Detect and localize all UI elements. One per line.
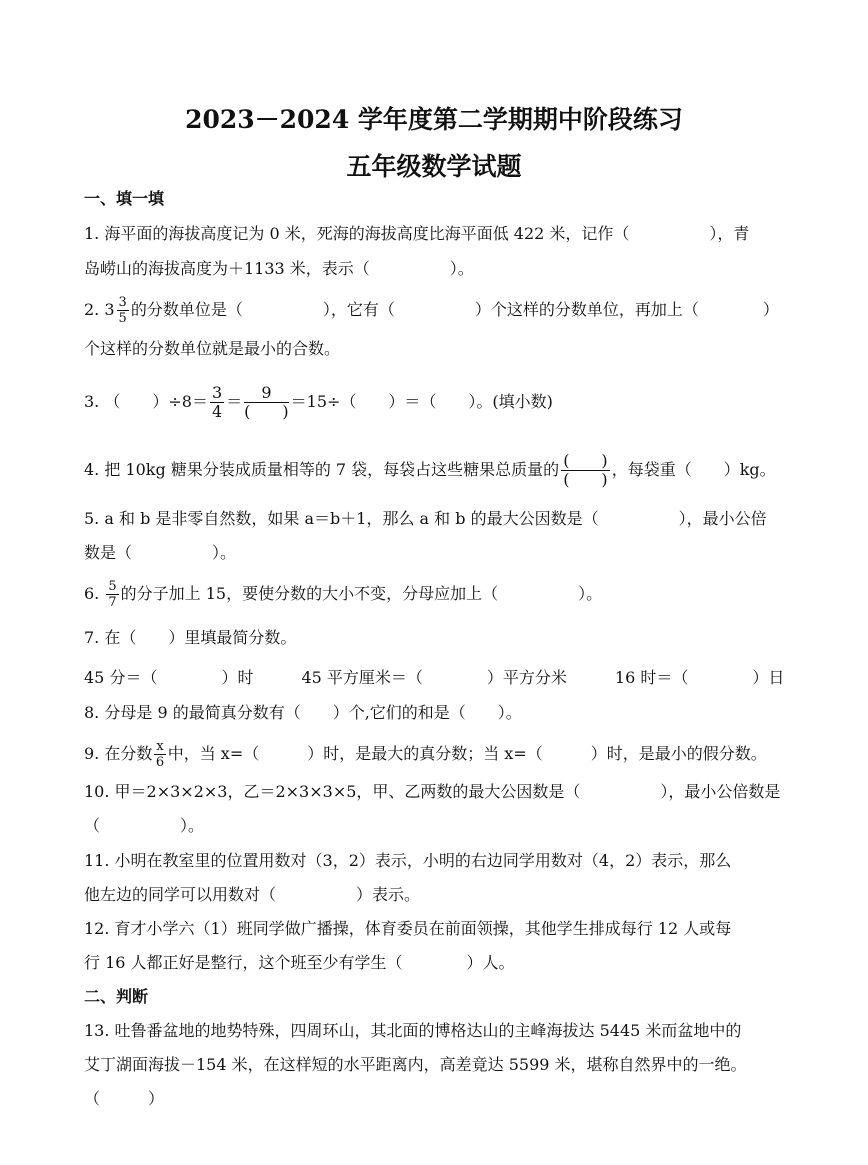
question-6-number: 6. [84,584,100,603]
question-1-line-2: 岛崂山的海拔高度为＋1133 米，表示（ ）。 [84,259,474,278]
question-3-fraction-2 [244,385,289,420]
fraction-denominator: ( ) [244,402,289,421]
question-2-line-1 [84,296,779,325]
question-9-end: 中，当 x=（ ）时，是最大的真分数；当 x=（ ）时，是最小的假分数。 [167,744,767,763]
question-3 [84,385,553,420]
question-2-fraction [117,296,129,325]
question-2-prefix: 2. 3 [84,300,115,319]
question-6-fraction [106,580,118,609]
fraction-numerator: ( ) [563,451,608,470]
question-3-end: ＝15÷（ ）＝（ ）。(填小数) [290,392,553,411]
fraction-numerator: x [156,739,164,754]
exam-subtitle: 五年级数学试题 [346,152,522,181]
question-13-line-3: （ ） [84,1089,165,1108]
fraction-denominator: 7 [108,595,117,610]
question-13-line-1: 13. 吐鲁番盆地的地势特殊，四周环山，其北面的博格达山的主峰海拔达 5445 米而盆地中的 [84,1021,742,1040]
question-12-line-2: 行 16 人都正好是整行，这个班至少有学生（ ）人。 [84,953,515,972]
fraction-numerator: 3 [118,295,127,310]
question-3-fraction-1 [210,385,224,420]
question-9-fraction [154,740,165,769]
question-6 [84,580,602,609]
question-4-start: 4. 把 10kg 糖果分装成质量相等的 7 袋，每袋占这些糖果总质量的 [84,460,560,479]
question-4-fraction [561,453,610,488]
question-11-line-1: 11. 小明在教室里的位置用数对（3，2）表示，小明的右边同学用数对（4，2）表示，那么 [84,851,732,870]
question-9-start: 9. 在分数 [84,744,153,763]
question-2-line-2: 个这样的分数单位就是最小的合数。 [84,339,341,358]
fraction-numerator: 3 [211,383,223,402]
section-heading-judge: 二、判断 [84,987,149,1006]
fraction-numerator: 9 [244,385,289,403]
fraction-denominator: ( ) [563,470,608,489]
question-4 [84,453,776,488]
question-5-line-2: 数是（ ）。 [84,543,237,562]
question-2-text: 的分数单位是（ ），它有（ ）个这样的分数单位，再加上（ ） [130,300,779,319]
exam-title: 2023－2024 学年度第二学期期中阶段练习 [185,105,683,134]
fraction-denominator: 4 [211,402,223,421]
section-heading-fill: 一、填一填 [84,189,165,208]
question-9 [84,740,767,769]
question-10-line-2: （ ）。 [84,816,205,835]
question-11-line-2: 他左边的同学可以用数对（ ）表示。 [84,885,421,904]
fraction-numerator: 5 [108,579,117,594]
question-4-end: ，每袋重（ ）kg。 [611,460,776,479]
fraction-denominator: 5 [118,311,127,326]
question-7-line-1: 7. 在（ ）里填最简分数。 [84,628,297,647]
question-12-line-1: 12. 育才小学六（1）班同学做广播操，体育委员在前面领操，其他学生排成每行 12 人或每 [84,919,732,938]
question-1-line-1: 1. 海平面的海拔高度记为 0 米，死海的海拔高度比海平面低 422 米，记作（ ），青 [84,224,750,243]
question-3-equals: ＝ [226,392,243,411]
question-10-line-1: 10. 甲＝2×3×2×3，乙＝2×3×3×5，甲、乙两数的最大公因数是（ ），最小公倍数是 [84,782,781,801]
question-7-line-2: 45 分＝（ ）时 45 平方厘米＝（ ）平方分米 16 时＝（ ）日 [84,668,785,687]
question-13-line-2: 艾丁湖面海拔－154 米，在这样短的水平距离内，高差竟达 5599 米，堪称自然界中的一绝。 [84,1055,747,1074]
question-6-text: 的分子加上 15，要使分数的大小不变，分母应加上（ ）。 [120,584,603,603]
fraction-denominator: 6 [155,755,165,770]
question-8: 8. 分母是 9 的最简真分数有（ ）个,它们的和是（ ）。 [84,703,522,722]
question-3-start: 3. （ ）÷8＝ [84,392,208,411]
question-5-line-1: 5. a 和 b 是非零自然数，如果 a＝b＋1，那么 a 和 b 的最大公因数是（ ），最小公倍 [84,509,767,528]
